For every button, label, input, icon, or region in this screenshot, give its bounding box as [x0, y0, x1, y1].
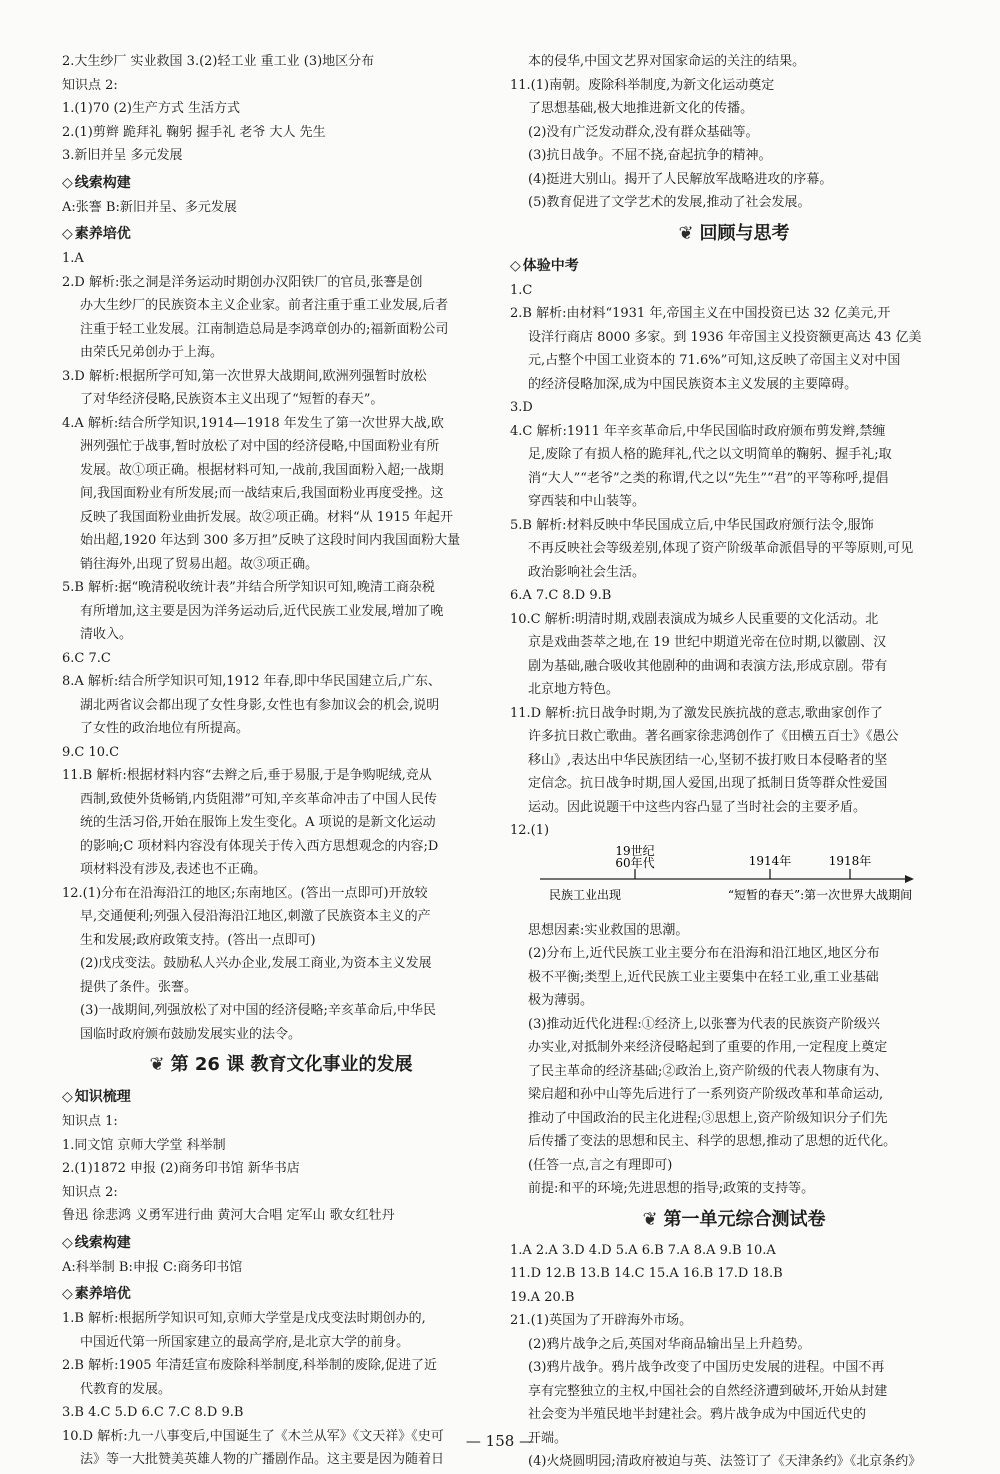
section-heading-text: 素养培优 [74, 1286, 131, 1302]
text-line-indented: 剧为基础,融合吸收其他剧种的曲调和表演方法,形成京剧。带有 [528, 658, 888, 674]
page-number: — 158 — [465, 1432, 535, 1450]
text-line-indented: (3)推动近代化进程:①经济上,以张謇为代表的民族资产阶级兴 [528, 1016, 880, 1032]
lesson-title-text: 第一单元综合测试卷 [663, 1208, 826, 1230]
diamond-icon: ◇ [62, 174, 73, 191]
text-line-indented: (5)教育促进了文学艺术的发展,推动了社会发展。 [528, 195, 811, 210]
label-1918: 1918年 [828, 853, 872, 868]
text-line-indented: 的经济侵略加深,成为中国民族资本主义发展的主要障碍。 [528, 376, 858, 392]
text-line: 6.A 7.C 8.D 9.B [510, 588, 612, 603]
lesson-title [62, 1050, 500, 1080]
text-line-indented: 由荣氏兄弟创办于上海。 [80, 345, 224, 360]
text-line: 2.B 解析:由材料“1931 年,帝国主义在中国投资已达 32 亿美元,开 [510, 306, 891, 321]
text-line-indented: 极不平衡;类型上,近代民族工业主要集中在轻工业,重工业基础 [528, 969, 879, 985]
text-line-indented: 定信念。抗日战争时期,国人爱国,出现了抵制日货等群众性爱国 [528, 776, 888, 791]
text-line: 鲁迅 徐悲鸿 义勇军进行曲 黄河大合唱 定军山 歌女红牡丹 [62, 1208, 395, 1223]
text-line-indented: 法》等一大批赞美英雄人物的广播剧作品。这主要是因为随着日 [80, 1452, 445, 1467]
text-line: 5.B 解析:材料反映中华民国成立后,中华民国政府颁行法令,服饰 [510, 517, 874, 533]
text-line-indented: 办实业,对抵制外来经济侵略起到了重要的作用,一定程度上奠定 [528, 1040, 888, 1055]
diamond-icon: ◇ [62, 1234, 73, 1251]
text-line-indented: 发展。故①项正确。根据材料可知,一战前,我国面粉入超;一战期 [80, 462, 444, 478]
text-line-indented: 元,占整个中国工业资本的 71.6%”可知,这反映了帝国主义对中国 [528, 353, 901, 368]
timeline-svg [540, 845, 940, 915]
text-line: 知识点 2: [62, 77, 118, 93]
text-line: 4.C 解析:1911 年辛亥革命后,中华民国临时政府颁布剪发辫,禁缠 [510, 423, 886, 439]
lesson-title [510, 1205, 958, 1235]
text-line: 12.(1) [510, 823, 550, 838]
text-line: 1.(1)70 (2)生产方式 生活方式 [62, 101, 241, 116]
text-line-indented: 思想因素:实业救国的思潮。 [528, 922, 689, 938]
text-line-indented: (3)鸦片战争。鸦片战争改变了中国历史发展的进程。中国不再 [528, 1360, 885, 1375]
lesson-title-text: 第 26 课 教育文化事业的发展 [170, 1054, 413, 1075]
text-line-indented: 代教育的发展。 [80, 1381, 172, 1397]
text-line-indented: 洲列强忙于战事,暂时放松了对中国的经济侵略,中国面粉业有所 [80, 439, 440, 454]
text-line-indented: 注重于轻工业发展。江南制造总局是李鸿章创办的;福新面粉公司 [80, 321, 449, 337]
diamond-icon: ◇ [510, 257, 521, 274]
text-line-indented: 了女性的政治地位有所提高。 [80, 721, 250, 736]
text-line: 10.D 解析:九一八事变后,中国诞生了《木兰从军》《文天祥》《史可 [62, 1428, 444, 1444]
leaf-icon: ❦ [642, 1208, 658, 1230]
text-line-indented: 中国近代第一所国家建立的最高学府,是北京大学的前身。 [80, 1334, 410, 1350]
text-line: 5.B 解析:据“晚清税收统计表”并结合所学知识可知,晚清工商杂税 [62, 580, 435, 595]
arrow-icon [905, 875, 914, 883]
text-line: 8.A 解析:结合所学知识可知,1912 年春,即中华民国建立后,广东、 [62, 674, 441, 689]
text-line-indented: 极为薄弱。 [528, 993, 594, 1008]
text-line-indented: (2)没有广泛发动群众,没有群众基础等。 [528, 124, 759, 140]
text-line-indented: (2)鸦片战争之后,英国对华商品输出呈上升趋势。 [528, 1336, 811, 1352]
text-line: 19.A 20.B [510, 1289, 575, 1305]
text-line: 11.B 解析:根据材料内容“去辫之后,垂于易服,于是争购呢绒,竞从 [62, 768, 432, 783]
lesson-title [510, 219, 958, 249]
text-line: 2.(1)剪辫 跪拜礼 鞠躬 握手礼 老爷 大人 先生 [62, 124, 326, 140]
text-line-indented: 统的生活习俗,开始在服饰上发生变化。A 项说的是新文化运动 [80, 815, 436, 830]
text-line-indented: 京是戏曲荟萃之地,在 19 世纪中期道光帝在位时期,以徽剧、汉 [528, 635, 887, 650]
text-line: 3.D 解析:根据所学可知,第一次世界大战期间,欧洲列强暂时放松 [62, 368, 427, 384]
text-line: 11.D 解析:抗日战争时期,为了激发民族抗战的意志,歌曲家创作了 [510, 705, 883, 721]
text-line-indented: 北京地方特色。 [528, 682, 620, 697]
diamond-icon: ◇ [62, 1089, 73, 1105]
section-heading [510, 253, 958, 279]
text-line: 知识点 1: [62, 1114, 118, 1129]
label-1860s: 60年代 [615, 855, 655, 870]
text-line-indented: 不再反映社会等级差别,体现了资产阶级革命派倡导的平等原则,可见 [528, 541, 914, 556]
section-heading-text: 素养培优 [74, 226, 131, 242]
text-line-indented: 办大生纱厂的民族资本主义企业家。前者注重于重工业发展,后者 [80, 298, 449, 313]
text-line-indented: 社会变为半殖民地半封建社会。鸦片战争成为中国近代史的 [528, 1407, 867, 1422]
text-line: 知识点 2: [62, 1184, 118, 1200]
text-line: 4.A 解析:结合所学知识,1914—1918 年发生了第一次世界大战,欧 [62, 415, 444, 431]
text-line-indented: 西制,致使外货畅销,内货阻滞”可知,辛亥革命冲击了中国人民传 [80, 791, 438, 807]
diamond-icon: ◇ [62, 226, 73, 242]
text-line-indented: 消“大人”“老爷”之类的称谓,代之以“先生”“君”的平等称呼,提倡 [528, 470, 889, 486]
timeline-diagram [540, 845, 958, 915]
text-line-indented: 生和发展;政府政策支持。(答出一点即可) [80, 932, 316, 948]
section-heading-text: 线索构建 [74, 174, 131, 191]
section-heading [62, 221, 500, 247]
text-line: 2.B 解析:1905 年清廷宣布废除科举制度,科举制的废除,促进了近 [62, 1358, 437, 1373]
text-line: 1.C [510, 282, 533, 298]
leaf-icon: ❦ [149, 1054, 165, 1075]
text-line-indented: 间,我国面粉业有所发展;而一战结束后,我国面粉业再度受挫。这 [80, 486, 444, 501]
text-line-indented: (2)戊戌变法。鼓励私人兴办企业,发展工商业,为资本主义发展 [80, 956, 432, 971]
section-heading-text: 知识梳理 [74, 1089, 131, 1105]
text-line-indented: 的影响;C 项材料内容没有体现关于传入西方思想观念的内容;D [80, 838, 439, 854]
text-line-indented: 设洋行商店 8000 多家。到 1936 年帝国主义投资额更高达 43 亿美 [528, 329, 922, 345]
section-heading [62, 1084, 500, 1110]
text-line-indented: 政治影响社会生活。 [528, 564, 646, 580]
text-line-indented: (3)抗日战争。不屈不挠,奋起抗争的精神。 [528, 148, 772, 163]
text-line-indented: 清收入。 [80, 627, 133, 642]
text-line: 3.B 4.C 5.D 6.C 7.C 8.D 9.B [62, 1405, 244, 1420]
right-column [510, 50, 958, 1474]
text-line: 2.D 解析:张之洞是洋务运动时期创办汉阳铁厂的官员,张謇是创 [62, 274, 423, 290]
diamond-icon: ◇ [62, 1286, 73, 1302]
label-short-spring: “短暂的春天”:第一次世界大战期间 [727, 887, 913, 902]
text-line: 12.(1)分布在沿海沿江的地区;东南地区。(答出一点即可)开放较 [62, 885, 428, 901]
text-line-indented: 反映了我国面粉业曲折发展。故②项正确。材料“从 1915 年起开 [80, 509, 453, 525]
label-1914: 1914年 [748, 853, 792, 868]
text-line-indented: (4)挺进大别山。揭开了人民解放军战略进攻的序幕。 [528, 171, 833, 187]
text-line-indented: 本的侵华,中国文艺界对国家命运的关注的结果。 [528, 54, 806, 69]
text-line-indented: 国临时政府颁布鼓励发展实业的法令。 [80, 1026, 302, 1042]
text-line-indented: 销往海外,出现了贸易出超。故③项正确。 [80, 556, 319, 572]
section-heading-text: 体验中考 [522, 257, 579, 274]
text-line-indented: (任答一点,言之有理即可) [528, 1157, 673, 1173]
text-line-indented: 了对华经济侵略,民族资本主义出现了“短暂的春天”。 [80, 392, 384, 407]
left-column [62, 50, 500, 1472]
text-line-indented: (3)一战期间,列强放松了对中国的经济侵略;辛亥革命后,中华民 [80, 1003, 437, 1018]
text-line-indented: 许多抗日救亡歌曲。著名画家徐悲鸿创作了《田横五百士》《愚公 [528, 729, 899, 744]
text-line: 6.C 7.C [62, 650, 111, 666]
text-line: 2.大生纱厂 实业救国 3.(2)轻工业 重工业 (3)地区分布 [62, 54, 375, 69]
text-line-indented: 推动了中国政治的民主化进程;③思想上,资产阶级知识分子们先 [528, 1110, 888, 1126]
text-line: 1.同文馆 京师大学堂 科举制 [62, 1137, 226, 1153]
text-line-indented: 有所增加,这主要是因为洋务运动后,近代民族工业发展,增加了晚 [80, 603, 444, 619]
label-19th-century: 19世纪 [615, 844, 655, 858]
text-line-indented: 湖北两省议会都出现了女性身影,女性也有参加议会的机会,说明 [80, 697, 440, 713]
text-line: 11.D 12.B 13.B 14.C 15.A 16.B 17.D 18.B [510, 1266, 783, 1281]
text-line: 11.(1)南朝。废除科举制度,为新文化运动奠定 [510, 77, 775, 93]
text-line-indented: (2)分布上,近代民族工业主要分布在沿海和沿江地区,地区分布 [528, 946, 880, 961]
text-line-indented: 梁启超和孙中山等先后进行了一系列资产阶级改革和革命运动, [528, 1087, 884, 1102]
text-line-indented: 享有完整独立的主权,中国社会的自然经济遭到破坏,开始从封建 [528, 1383, 888, 1399]
text-line-indented: 项材料没有涉及,表述也不正确。 [80, 862, 267, 877]
text-line-indented: 穿西装和中山装等。 [528, 494, 646, 509]
text-line-indented: 始出超,1920 年达到 300 多万担”反映了这段时间内我国面粉大量 [80, 533, 461, 548]
section-heading [62, 1281, 500, 1307]
text-line: 1.A [62, 251, 84, 266]
text-line-indented: 前提:和平的环境;先进思想的指导;政策的支持等。 [528, 1181, 815, 1196]
section-heading [62, 1230, 500, 1256]
leaf-icon: ❦ [678, 222, 694, 244]
lesson-title-text: 回顾与思考 [699, 222, 790, 244]
label-industry-emerged: 民族工业出现 [548, 887, 622, 902]
text-line: 3.D [510, 400, 533, 415]
text-line: A:张謇 B:新旧并呈、多元发展 [62, 199, 237, 215]
section-heading-text: 线索构建 [74, 1234, 131, 1251]
text-line: 1.B 解析:根据所学知识可知,京师大学堂是戊戌变法时期创办的, [62, 1311, 426, 1326]
text-line-indented: 提供了条件。张謇。 [80, 979, 198, 995]
text-line: 9.C 10.C [62, 744, 120, 760]
text-line: A:科举制 B:申报 C:商务印书馆 [62, 1259, 243, 1275]
text-line: 21.(1)英国为了开辟海外市场。 [510, 1313, 693, 1328]
text-line-indented: 后传播了变法的思想和民主、科学的思想,推动了思想的近代化。 [528, 1134, 897, 1149]
text-line-indented: 移山》,表达出中华民族团结一心,坚韧不拔打败日本侵略者的坚 [528, 752, 888, 768]
text-line: 3.新旧并呈 多元发展 [62, 148, 183, 163]
text-line: 1.A 2.A 3.D 4.D 5.A 6.B 7.A 8.A 9.B 10.A [510, 1242, 776, 1258]
text-line-indented: 早,交通便利;列强入侵沿海沿江地区,刺激了民族资本主义的产 [80, 909, 431, 924]
text-line-indented: (4)火烧圆明园;清政府被迫与英、法签订了《天津条约》《北京条约》 [528, 1454, 922, 1469]
text-line-indented: 开端。 [528, 1430, 568, 1446]
text-line: 10.C 解析:明清时期,戏剧表演成为城乡人民重要的文化活动。北 [510, 611, 879, 627]
text-line-indented: 运动。因此说题干中这些内容凸显了当时社会的主要矛盾。 [528, 799, 867, 815]
text-line: 2.(1)1872 申报 (2)商务印书馆 新华书店 [62, 1161, 300, 1176]
text-line-indented: 了思想基础,极大地推进新文化的传播。 [528, 101, 754, 116]
text-line-indented: 了民主革命的经济基础;②政治上,资产阶级的代表人物康有为、 [528, 1063, 888, 1079]
section-heading [62, 170, 500, 196]
text-line-indented: 足,废除了有损人格的跪拜礼,代之以文明简单的鞠躬、握手礼;取 [528, 447, 892, 462]
